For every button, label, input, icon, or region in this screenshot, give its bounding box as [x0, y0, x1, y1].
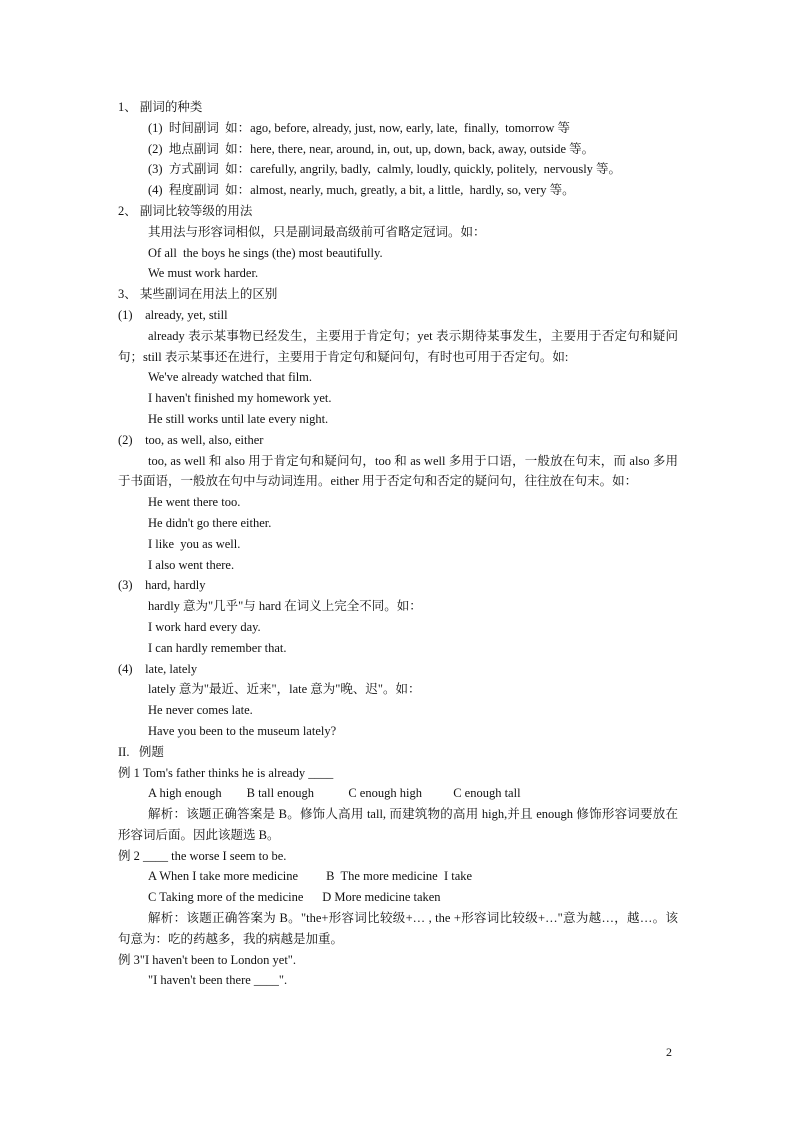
page-number: 2: [666, 1045, 672, 1059]
answer-options: A When I take more medicine B The more medicine I take: [148, 869, 473, 884]
document-body: [118, 97, 678, 991]
example-sentence: We've already watched that film.: [148, 370, 313, 385]
section-heading-usage-differences: 3、 某些副词在用法上的区别: [118, 287, 278, 302]
example-sentence: I work hard every day.: [148, 619, 261, 634]
example-sentence: Have you been to the museum lately?: [148, 723, 337, 738]
example-sentence: I also went there.: [148, 557, 235, 572]
example-sentence: I can hardly remember that.: [148, 640, 287, 655]
answer-options: A high enough B tall enough C enough high C enough tall: [148, 786, 521, 801]
answer-options: C Taking more of the medicine D More medicine taken: [148, 890, 441, 905]
question-stem-continued: "I haven't been there ____".: [148, 973, 288, 988]
example-sentence: He never comes late.: [148, 703, 253, 718]
list-item-place-adverbs: (2) 地点副词 如：here, there, near, around, in, out, up, down, back, away, outside 等。: [148, 141, 595, 156]
question-stem: 例 3"I haven't been to London yet".: [118, 952, 297, 967]
paragraph-text: 其用法与形容词相似，只是副词最高级前可省略定冠词。如：: [148, 224, 486, 239]
subsection-heading: (1) already, yet, still: [118, 307, 228, 322]
explanation-text: 解析：该题正确答案为 B。"the+形容词比较级+… , the +形容词比较级+…"意为越…，越…。该句意为：吃的药越多，我的病越是加重。: [118, 911, 678, 946]
paragraph-text: too, as well 和 also 用于肯定句和疑问句，too 和 as well 多用于口语，一般放在句末，而 also 多用于书面语，一般放在句中与动词连用。either 用于否定句和否定的疑问句，往往放在句末。如：: [118, 453, 678, 489]
paragraph-text: hardly 意为"几乎"与 hard 在词义上完全不同。如：: [148, 599, 422, 614]
subsection-heading: (3) hard, hardly: [118, 578, 206, 593]
example-sentence: He still works until late every night.: [148, 411, 329, 426]
section-heading-examples: II. 例题: [118, 744, 164, 759]
explanation-text: 解析：该题正确答案是 B。修饰人高用 tall, 而建筑物的高用 high,并且 enough 修饰形容词要放在形容词后面。因此该题选 B。: [118, 807, 678, 842]
example-sentence: I like you as well.: [148, 536, 241, 551]
example-sentence: We must work harder.: [148, 266, 259, 281]
subsection-heading: (2) too, as well, also, either: [118, 432, 264, 447]
list-item-manner-adverbs: (3) 方式副词 如：carefully, angrily, badly, calmly, loudly, quickly, politely, nervously 等。: [148, 162, 622, 177]
paragraph-text: already 表示某事物已经发生，主要用于肯定句；yet 表示期待某事发生，主要用于否定句和疑问句；still 表示某事还在进行，主要用于肯定句和疑问句，有时也可用于否定句。如:: [118, 328, 678, 364]
example-sentence: He went there too.: [148, 495, 241, 510]
section-heading-adverb-types: 1、 副词的种类: [118, 100, 203, 114]
question-stem: 例 1 Tom's father thinks he is already ____: [118, 765, 334, 780]
example-sentence: I haven't finished my homework yet.: [148, 391, 332, 406]
section-heading-comparison: 2、 副词比较等级的用法: [118, 203, 253, 218]
example-sentence: He didn't go there either.: [148, 515, 272, 530]
example-sentence: Of all the boys he sings (the) most beautifully.: [148, 245, 383, 260]
list-item-time-adverbs: (1) 时间副词 如：ago, before, already, just, now, early, late, finally, tomorrow 等: [148, 120, 570, 135]
paragraph-text: lately 意为"最近、近来"，late 意为"晚、迟"。如：: [148, 682, 421, 697]
list-item-degree-adverbs: (4) 程度副词 如：almost, nearly, much, greatly, a bit, a little, hardly, so, very 等。: [148, 183, 575, 198]
question-stem: 例 2 ____ the worse I seem to be.: [118, 848, 287, 863]
subsection-heading: (4) late, lately: [118, 661, 198, 676]
